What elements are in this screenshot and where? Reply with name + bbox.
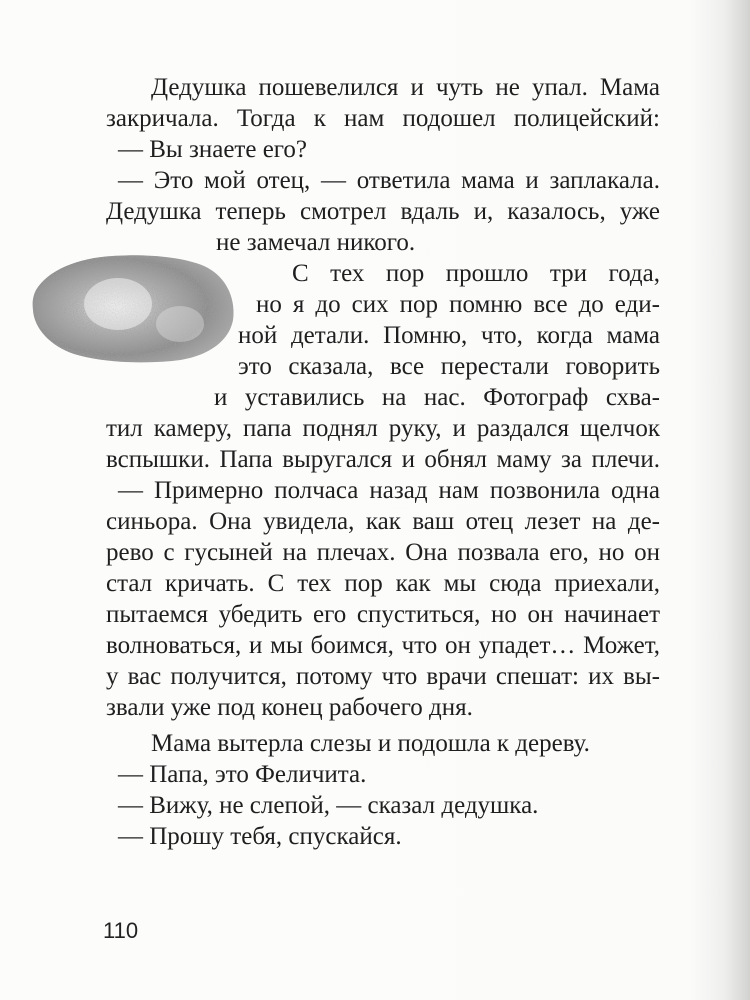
page-number: 110	[103, 918, 139, 943]
text-line: ной детали. Помню, что, когда мама	[238, 322, 660, 349]
text-line: это сказала, все перестали говорить	[238, 353, 660, 380]
text-line: синьора. Она увидела, как ваш отец лезет на де-	[106, 508, 660, 535]
text-line: звали уже под конец рабочего дня.	[106, 694, 473, 721]
text-line: — Примерно полчаса назад нам позвонила одна	[118, 477, 660, 504]
text-line: — Это мой отец, — ответила мама и заплакала.	[118, 167, 660, 194]
text-line: Мама вытерла слезы и подошла к дереву.	[151, 730, 590, 757]
text-line: закричала. Тогда к нам подошел полицейский:	[106, 105, 660, 132]
text-line: Дедушка теперь смотрел вдаль и, казалось, уже	[106, 198, 660, 225]
text-line: у вас получится, потому что врачи спешат: их вы-	[106, 663, 660, 690]
text-line: — Прошу тебя, спускайся.	[118, 823, 402, 850]
page-edge-shadow	[724, 0, 750, 1000]
text-line: и уставились на нас. Фотограф схва-	[214, 384, 660, 411]
text-line: не замечал никого.	[216, 229, 416, 256]
text-line: — Папа, это Феличита.	[118, 761, 367, 788]
text-line: Дедушка пошевелился и чуть не упал. Мама	[151, 74, 660, 101]
text-line: волноваться, и мы боимся, что он упадет… Может,	[106, 632, 660, 659]
text-line: — Вижу, не слепой, — сказал дедушка.	[118, 792, 539, 819]
text-line: рево с гусыней на плечах. Она позвала его, но он	[106, 539, 660, 566]
stone-illustration	[30, 248, 240, 366]
text-line: тил камеру, папа поднял руку, и раздался щелчок	[106, 415, 660, 442]
text-line: — Вы знаете его?	[118, 136, 308, 163]
text-line: С тех пор прошло три года,	[292, 260, 660, 287]
text-line: стал кричать. С тех пор как мы сюда приехали,	[106, 570, 660, 597]
text-line: пытаемся убедить его спуститься, но он начинает	[106, 601, 660, 628]
text-line: вспышки. Папа выругался и обнял маму за плечи.	[106, 446, 660, 473]
text-line: но я до сих пор помню все до еди-	[256, 291, 660, 318]
